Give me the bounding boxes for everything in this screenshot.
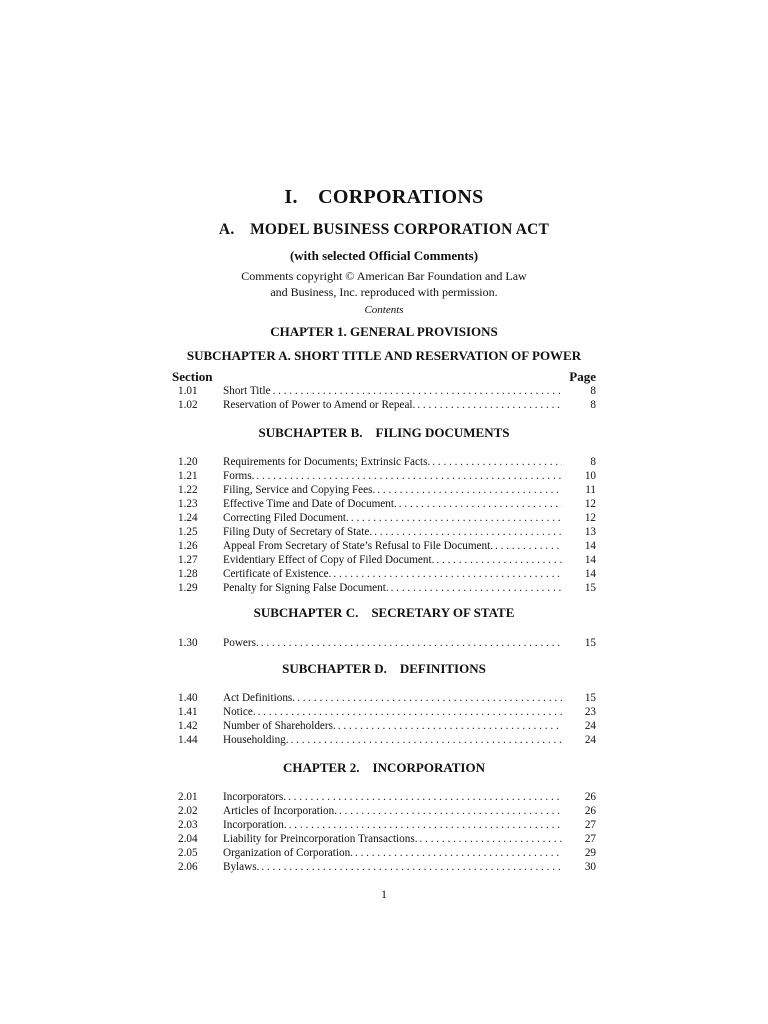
subchapter-c-heading: SUBCHAPTER C. SECRETARY OF STATE [253, 605, 515, 620]
page-reference: 12 [584, 498, 596, 510]
section-title: Penalty for Signing False Document. [223, 582, 389, 594]
section-number: 1.20 [178, 456, 198, 468]
section-number: 1.29 [178, 582, 198, 594]
toc-column-headers [172, 369, 596, 385]
section-title: Certificate of Existence. [223, 568, 332, 580]
page-reference: 11 [585, 484, 596, 496]
toc-entry [178, 539, 596, 553]
toc-entry [178, 705, 596, 719]
page-reference: 23 [584, 706, 596, 718]
dot-leader [351, 511, 562, 525]
toc-entry [178, 832, 596, 846]
dot-leader [288, 790, 562, 804]
entry-title-with-leader [223, 846, 562, 860]
entry-title-with-leader [223, 790, 562, 804]
section-number: 2.01 [178, 791, 198, 803]
section-title: Filing, Service and Copying Fees. [223, 484, 376, 496]
dot-leader [420, 832, 562, 846]
dot-leader [374, 525, 562, 539]
page-reference: 14 [584, 540, 596, 552]
entry-title-with-leader [223, 804, 562, 818]
dot-leader [391, 581, 562, 595]
toc-entry [178, 469, 596, 483]
toc-entry [178, 790, 596, 804]
entry-title-with-leader [223, 455, 562, 469]
section-title: Number of Shareholders. [223, 720, 336, 732]
dot-leader [495, 539, 562, 553]
section-title: Bylaws. [223, 861, 260, 873]
copyright-line-2: and Business, Inc. reproduced with permission. [270, 285, 498, 299]
section-title: Effective Time and Date of Document. [223, 498, 397, 510]
section-title: Forms. [223, 470, 255, 482]
dot-leader [297, 691, 562, 705]
toc-entry [178, 804, 596, 818]
dot-leader [289, 818, 562, 832]
page-reference: 27 [584, 819, 596, 831]
entry-title-with-leader [223, 553, 562, 567]
section-title: Appeal From Secretary of State’s Refusal to File Document. [223, 540, 493, 552]
section-title: Requirements for Documents; Extrinsic Facts. [223, 456, 431, 468]
page-reference: 27 [584, 833, 596, 845]
toc-entry [178, 567, 596, 581]
section-number: 1.28 [178, 568, 198, 580]
section-title: Powers. [223, 637, 259, 649]
page-reference: 15 [584, 692, 596, 704]
page-reference: 13 [584, 526, 596, 538]
section-title: Act Definitions. [223, 692, 296, 704]
section-number: 1.01 [178, 385, 198, 397]
section-number: 1.40 [178, 692, 198, 704]
section-number: 1.22 [178, 484, 198, 496]
section-number: 2.05 [178, 847, 198, 859]
section-title: Householding. [223, 734, 289, 746]
part-title: I. CORPORATIONS [284, 186, 484, 208]
toc-entry [178, 398, 596, 412]
section-number: 2.02 [178, 805, 198, 817]
page-reference: 10 [584, 470, 596, 482]
contents-label: Contents [364, 304, 404, 316]
dot-leader [355, 846, 562, 860]
entry-title-with-leader [223, 860, 562, 874]
entry-title-with-leader [223, 719, 562, 733]
section-number: 2.03 [178, 819, 198, 831]
toc-entry [178, 733, 596, 747]
page-reference: 8 [590, 399, 596, 411]
dot-leader [333, 567, 562, 581]
page-reference: 30 [584, 861, 596, 873]
toc-entry [178, 483, 596, 497]
section-number: 1.30 [178, 637, 198, 649]
entry-title-with-leader [223, 636, 562, 650]
dot-leader [256, 469, 562, 483]
toc-entry [178, 691, 596, 705]
section-title: Short Title [223, 385, 271, 397]
toc-entry [178, 511, 596, 525]
section-title: Incorporation. [223, 819, 287, 831]
entry-title-with-leader [223, 384, 562, 398]
entry-title-with-leader [223, 511, 562, 525]
page-reference: 24 [584, 734, 596, 746]
dot-leader [417, 398, 562, 412]
section-title: Notice. [223, 706, 256, 718]
section-number: 1.24 [178, 512, 198, 524]
page-column-header: Page [569, 369, 596, 384]
toc-entry [178, 846, 596, 860]
entry-title-with-leader [223, 733, 562, 747]
page-reference: 8 [590, 456, 596, 468]
page-reference: 26 [584, 791, 596, 803]
toc-entry [178, 860, 596, 874]
page-reference: 26 [584, 805, 596, 817]
dot-leader [399, 497, 562, 511]
toc-entry [178, 719, 596, 733]
toc-entry [178, 636, 596, 650]
toc-list-subchapter-d [178, 691, 596, 747]
entry-title-with-leader [223, 818, 562, 832]
section-column-header: Section [172, 369, 213, 384]
toc-entry [178, 818, 596, 832]
dot-leader [273, 384, 562, 398]
section-number: 1.02 [178, 399, 198, 411]
dot-leader [261, 636, 562, 650]
toc-entry [178, 525, 596, 539]
dot-leader [258, 705, 562, 719]
section-title: Reservation of Power to Amend or Repeal. [223, 399, 416, 411]
section-number: 1.25 [178, 526, 198, 538]
toc-entry [178, 497, 596, 511]
section-title: Incorporators. [223, 791, 287, 803]
page-reference: 14 [584, 554, 596, 566]
page-reference: 24 [584, 720, 596, 732]
chapter-2-heading: CHAPTER 2. INCORPORATION [283, 760, 485, 775]
section-number: 1.42 [178, 720, 198, 732]
subchapter-a-heading: SUBCHAPTER A. SHORT TITLE AND RESERVATION OF POWER [186, 348, 582, 363]
subchapter-d-heading: SUBCHAPTER D. DEFINITIONS [282, 661, 486, 676]
subchapter-b-heading: SUBCHAPTER B. FILING DOCUMENTS [258, 425, 510, 440]
entry-title-with-leader [223, 691, 562, 705]
section-title: Correcting Filed Document. [223, 512, 349, 524]
toc-entry [178, 553, 596, 567]
section-number: 1.21 [178, 470, 198, 482]
dot-leader [339, 804, 562, 818]
page-reference: 12 [584, 512, 596, 524]
section-number: 2.06 [178, 861, 198, 873]
page-reference: 8 [590, 385, 596, 397]
chapter-1-heading: CHAPTER 1. GENERAL PROVISIONS [270, 324, 498, 339]
toc-entry [178, 384, 596, 398]
section-title: Liability for Preincorporation Transactions. [223, 833, 418, 845]
section-title: Filing Duty of Secretary of State. [223, 526, 373, 538]
copyright-line-1: Comments copyright © American Bar Foundation and Law [241, 269, 527, 283]
copyright-notice [0, 268, 768, 300]
dot-leader [291, 733, 562, 747]
section-title: Organization of Corporation. [223, 847, 353, 859]
dot-leader [436, 553, 562, 567]
section-number: 1.44 [178, 734, 198, 746]
dot-leader [377, 483, 562, 497]
section-number: 1.27 [178, 554, 198, 566]
entry-title-with-leader [223, 832, 562, 846]
entry-title-with-leader [223, 705, 562, 719]
toc-entry [178, 581, 596, 595]
toc-list-subchapter-b [178, 455, 596, 595]
entry-title-with-leader [223, 483, 562, 497]
page-reference: 14 [584, 568, 596, 580]
toc-list-chapter-2 [178, 790, 596, 874]
entry-title-with-leader [223, 469, 562, 483]
section-title: Articles of Incorporation. [223, 805, 338, 817]
toc-list-subchapter-c [178, 636, 596, 650]
entry-title-with-leader [223, 525, 562, 539]
section-number: 1.41 [178, 706, 198, 718]
entry-title-with-leader [223, 539, 562, 553]
entry-title-with-leader [223, 497, 562, 511]
section-number: 1.23 [178, 498, 198, 510]
section-number: 1.26 [178, 540, 198, 552]
dot-leader [432, 455, 562, 469]
entry-title-with-leader [223, 398, 562, 412]
section-title: Evidentiary Effect of Copy of Filed Document. [223, 554, 435, 566]
entry-title-with-leader [223, 567, 562, 581]
subtitle: (with selected Official Comments) [289, 248, 479, 263]
toc-entry [178, 455, 596, 469]
page-reference: 29 [584, 847, 596, 859]
dot-leader [261, 860, 562, 874]
page-number: 1 [381, 887, 387, 901]
entry-title-with-leader [223, 581, 562, 595]
page-reference: 15 [584, 637, 596, 649]
toc-list-subchapter-a [178, 384, 596, 412]
page-reference: 15 [584, 582, 596, 594]
dot-leader [338, 719, 562, 733]
act-title: A. MODEL BUSINESS CORPORATION ACT [218, 221, 550, 238]
section-number: 2.04 [178, 833, 198, 845]
